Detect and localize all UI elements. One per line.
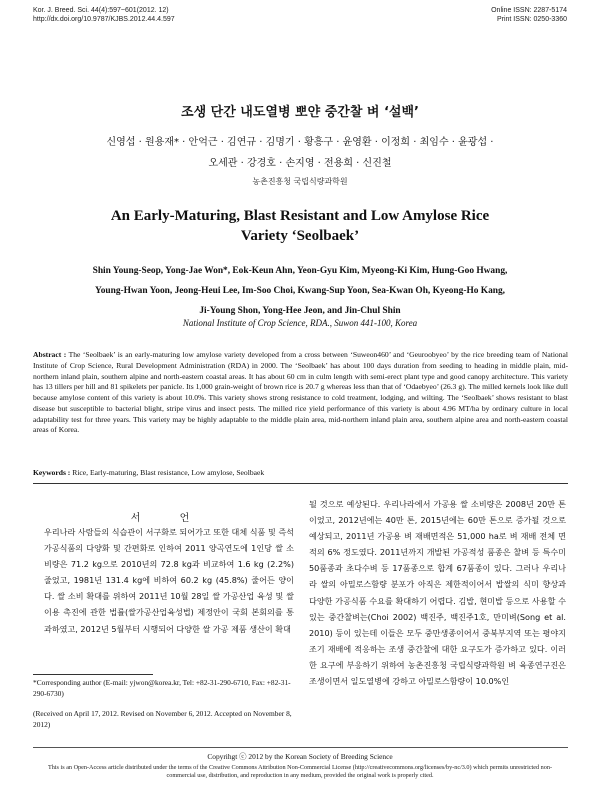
korean-title: 조생 단간 내도열병 뽀얀 중간찰 벼 ‘설백’ — [181, 105, 419, 120]
korean-authors-line-1: 신영섭 · 원용재* · 안억근 · 김연규 · 김명기 · 황흥구 · 윤영환 · 이정희 · 최임수 · 윤광섭 · — [106, 137, 494, 148]
english-title — [60, 206, 540, 246]
body-right-column: 될 것으로 예상된다. 우리나라에서 가공용 쌀 소비량은 2008년 20만 톤이었고, 2012년에는 40만 톤, 2015년에는 60만 톤으로 증가될 것으로 예상되고, 2011년 가공용 벼 재배면적은 51,000 ha로 벼 재배 전체 면적의 6% 정도였다. 2011년까지 개발된 가공적성 품종은 찰벼 등 특수미 50품종과 초다수벼 등 17품종으로 합계 67품종이 있다. 그러나 우리나라 쌀의 아밀로스함량 분포가 아직은 제한적이어서 밥쌀의 식미 향상과 다양한 가공식품 수요를 확대하기 어렵다. 김밥, 현미밥 등으로 사용할 수 있는 중간찰벼는(Choi 2002) 백진주, 백진주1호, 만미벼(Song et al. 2010) 등이 있는데 이들은 모두 중만생종이어서 중북부지역 또는 평야지 조기 재배에 적응하는 조생 중간찰에 대한 요구도가 증가하고 있다. 이러한 요구에 부응하기 위하여 농촌진흥청 국립식량과학원 벼 육종연구진은 조생이면서 일도열병에 강하고 아밀로스함량이 10.0%인 — [309, 499, 566, 687]
english-title-line-2: Variety ‘Seolbaek’ — [240, 228, 360, 244]
abstract — [33, 350, 568, 436]
korean-authors-line-2: 오세관 · 강경호 · 손지영 · 전용희 · 신진철 — [208, 158, 392, 169]
keywords-text: Rice, Early-maturing, Blast resistance, Low amylose, Seolbaek — [72, 468, 265, 477]
corresponding-author-note: *Corresponding author (E-mail: yjwon@korea.kr, Tel: +82-31-290-6710, Fax: +82-31-290-6730) — [33, 678, 291, 698]
section-heading: 서 언 — [130, 513, 208, 524]
doi-link[interactable]: http://dx.doi.org/10.9787/KJBS.2012.44.4.597 — [33, 16, 175, 23]
received-dates-note: (Received on April 17, 2012. Revised on November 6, 2012. Accepted on November 8, 2012) — [33, 709, 292, 729]
english-affiliation: National Institute of Crop Science, RDA., Suwon 441-100, Korea — [182, 318, 418, 328]
english-title-line-1: An Early-Maturing, Blast Resistant and Low Amylose Rice — [110, 208, 490, 224]
online-issn: Online ISSN: 2287-5174 — [491, 7, 567, 14]
journal-header-left — [33, 6, 175, 24]
print-issn: Print ISSN: 0250-3360 — [496, 16, 567, 23]
body-left-column: 우리나라 사람들의 식습관이 서구화로 되어가고 또한 대체 식품 및 즉석 가공식품의 다양화 및 간편화로 인하여 2011 양곡연도에 1인당 쌀 소비량은 71.2 kg으로 2010년의 72.8 kg과 비교하여 1.6 kg (2.2%) 줄었고, 1981년 131.4 kg에 비하여 60.2 kg (45.8%) 줄어든 양이다. 쌀 소비 확대를 위하여 2011년 10월 28일 쌀 가공산업 육성 및 쌀 이용 촉진에 관한 법률(쌀가공산업육성법) 제정안이 국회 본회의를 통과하였고, 2012년 5월부터 시행되어 다양한 쌀 가공 제품 생산이 확대 — [44, 527, 294, 634]
english-authors-line-1: Shin Young-Seop, Yong-Jae Won*, Eok-Keun Ahn, Yeon-Gyu Kim, Myeong-Ki Kim, Hung-Goo Hwang, — [92, 266, 508, 276]
english-authors-line-2: Young-Hwan Yoon, Jeong-Heui Lee, Im-Soo Choi, Kwang-Sup Yoon, Sea-Kwan Oh, Kyeong-Ho Kang, — [94, 286, 506, 296]
footer-divider — [33, 747, 568, 748]
copyright-notice: Copyrihgt ⓒ 2012 by the Korean Society of Breeding Science — [207, 752, 393, 761]
korean-affiliation: 농촌진흥청 국립식량과학원 — [252, 177, 348, 186]
journal-header-right — [491, 6, 567, 24]
english-authors-line-3: Ji-Young Shon, Yong-Hee Jeon, and Jin-Chul Shin — [199, 306, 401, 316]
abstract-label: Abstract : — [33, 350, 67, 359]
abstract-text: The ‘Seolbaek’ is an early-maturing low amylose variety developed from a cross between ‘Suweon460’ and ‘Geuroobyeo’ by the rice breeding team of National Institute of Crop Science, Rural Development Administration (RDA) in 2000. The ‘Seolbaek’ has about 100 days duration from seeding to heading in middle plain, mid-northern inland plain, southern alpine and north-eastern coastal areas. It has about 60 cm in culm length with semi-erect plant type and good canopy architecture. This variety has 13 tillers per hill and 81 spikelets per panicle. Its 1,000 grain-weight of brown rice is 20.7 g whereas less than that of ‘Odaebyeo’ (26.3 g). The milled kernels look like dull because amylose content of this variety is about 10.0%. This variety shows strong resistance to cold treatment, lodging, and wilting. The ‘Seolbaek’ shows resistant to blast disease but susceptible to bacterial blight, stripe virus and insect pests. The milled rice yield performance of this variety is about 4.96 MT/ha by ordinary culture in local adaptability test for three years. This variety may be highly adaptable to the middle plain area, mid-northern inland plain area, southern alpine area and north-eastern coastal areas of Korea. — [33, 350, 568, 435]
keywords-label: Keywords : — [33, 468, 71, 477]
keywords — [33, 468, 568, 477]
footnote-divider — [33, 674, 153, 675]
english-authors — [40, 261, 560, 321]
section-divider — [33, 483, 568, 484]
journal-citation: Kor. J. Breed. Sci. 44(4):597~601(2012. 12) — [33, 7, 169, 14]
license-notice: This is an Open-Access article distributed under the terms of the Creative Commons Attribution Non-Commercial License (http://creativecommons.org/licenses/by-nc/3.0) which permits unrestricted non-commercial use, distribution, and reproduction in any medium, provided the original work is properly cited. — [47, 764, 553, 779]
korean-authors — [60, 132, 540, 174]
